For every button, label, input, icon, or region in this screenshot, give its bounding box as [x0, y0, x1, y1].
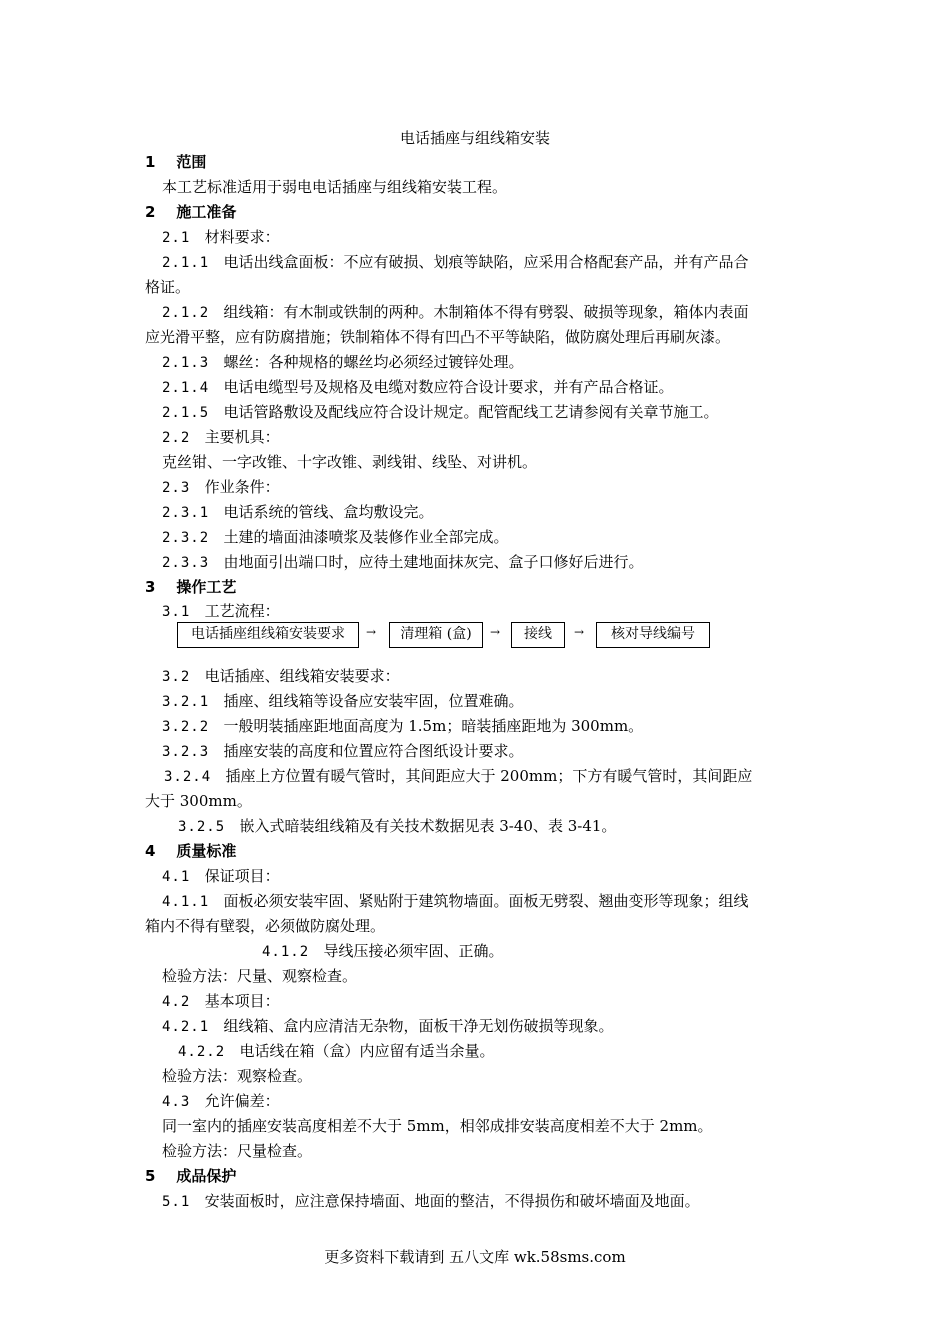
item-3-2-3: 3.2.3 插座安装的高度和位置应符合图纸设计要求。	[162, 742, 524, 760]
item-2-1-5: 2.1.5 电话管路敷设及配线应符合设计规定。配管配线工艺请参阅有关章节施工。	[162, 403, 719, 421]
item-3-2-1: 3.2.1 插座、组线箱等设备应安装牢固，位置难确。	[162, 692, 524, 710]
item-2-3-1: 2.3.1 电话系统的管线、盒均敷设完。	[162, 503, 434, 521]
flow-step-4: 核对导线编号	[596, 622, 710, 648]
item-4-1-2: 4.1.2 导线压接必须牢固、正确。	[262, 942, 504, 960]
section-title: 施工准备	[176, 203, 237, 221]
section-number: 3	[145, 578, 156, 596]
item-2-1-1: 2.1.1 电话出线盒面板：不应有破损、划痕等缺陷，应采用合格配套产品，并有产品合	[162, 253, 749, 271]
item-2-1-2-cont: 应光滑平整，应有防腐措施；铁制箱体不得有凹凸不平等缺陷，做防腐处理后再刷灰漆。	[145, 328, 731, 346]
item-4-1: 4.1 保证项目：	[162, 867, 280, 885]
check-method: 检验方法：观察检查。	[162, 1067, 313, 1085]
item-3-2-2: 3.2.2 一般明装插座距地面高度为 1.5m；暗装插座距地为 300mm。	[162, 717, 644, 735]
section-title: 质量标准	[176, 842, 237, 860]
flow-arrow: →	[490, 625, 501, 639]
section-title: 成品保护	[176, 1167, 237, 1185]
item-2-2: 2.2 主要机具：	[162, 428, 280, 446]
check-method: 检验方法：尺量检查。	[162, 1142, 313, 1160]
item-3-2: 3.2 电话插座、组线箱安装要求：	[162, 667, 400, 685]
item-4-2-2: 4.2.2 电话线在箱（盒）内应留有适当余量。	[178, 1042, 495, 1060]
section-3-heading	[145, 577, 236, 597]
section-number: 5	[145, 1167, 156, 1185]
item-4-3: 4.3 允许偏差：	[162, 1092, 280, 1110]
item-2-1-2: 2.1.2 组线箱：有木制或铁制的两种。木制箱体不得有劈裂、破损等现象，箱体内表面	[162, 303, 749, 321]
check-method: 检验方法：尺量、观察检查。	[162, 967, 358, 985]
item-2-1-4: 2.1.4 电话电缆型号及规格及电缆对数应符合设计要求，并有产品合格证。	[162, 378, 674, 396]
flow-arrow: →	[366, 625, 377, 639]
item-2-3-2: 2.3.2 土建的墙面油漆喷浆及装修作业全部完成。	[162, 528, 509, 546]
item-2-1: 2.1 材料要求：	[162, 228, 280, 246]
flow-step-3: 接线	[511, 622, 565, 648]
section-5-heading	[145, 1166, 236, 1186]
item-5-1: 5.1 安装面板时，应注意保持墙面、地面的整洁，不得损伤和破坏墙面及地面。	[162, 1192, 700, 1210]
item-4-1-1: 4.1.1 面板必须安装牢固、紧贴附于建筑物墙面。面板无劈裂、翘曲变形等现象；组线	[162, 892, 749, 910]
item-2-3: 2.3 作业条件：	[162, 478, 280, 496]
item-3-2-4: 3.2.4 插座上方位置有暖气管时，其间距应大于 200mm；下方有暖气管时，其间距应	[164, 767, 753, 785]
item-3-2-5: 3.2.5 嵌入式暗装组线箱及有关技术数据见表 3-40、表 3-41。	[178, 817, 617, 835]
item-4-2-1: 4.2.1 组线箱、盒内应清洁无杂物，面板干净无划伤破损等现象。	[162, 1017, 614, 1035]
flow-step-2: 清理箱 (盒)	[389, 622, 483, 648]
item-2-1-3: 2.1.3 螺丝：各种规格的螺丝均必须经过镀锌处理。	[162, 353, 524, 371]
section-2-heading	[145, 202, 236, 222]
item-4-1-1-cont: 箱内不得有壁裂，必须做防腐处理。	[145, 917, 386, 935]
item-2-3-3: 2.3.3 由地面引出端口时，应待土建地面抹灰完、盒子口修好后进行。	[162, 553, 644, 571]
section-title: 范围	[176, 153, 207, 171]
section-4-heading	[145, 841, 236, 861]
item-4-2: 4.2 基本项目：	[162, 992, 280, 1010]
section-1-heading	[145, 152, 206, 172]
flow-arrow: →	[574, 625, 585, 639]
paragraph: 本工艺标准适用于弱电电话插座与组线箱安装工程。	[162, 178, 508, 196]
item-3-1: 3.1 工艺流程：	[162, 602, 280, 620]
flow-step-1: 电话插座组线箱安装要求	[177, 622, 359, 648]
tools-list: 克丝钳、一字改锥、十字改锥、剥线钳、线坠、对讲机。	[162, 453, 538, 471]
item-2-1-1-cont: 格证。	[145, 278, 191, 296]
document-title: 电话插座与组线箱安装	[399, 129, 550, 147]
section-number: 4	[145, 842, 156, 860]
tolerance-text: 同一室内的插座安装高度相差不大于 5mm，相邻成排安装高度相差不大于 2mm。	[162, 1117, 713, 1135]
footer-text: 更多资料下载请到 五八文库 wk.58sms.com	[324, 1248, 626, 1266]
section-number: 1	[145, 153, 156, 171]
section-title: 操作工艺	[176, 578, 237, 596]
item-3-2-4-cont: 大于 300mm。	[145, 792, 252, 810]
section-number: 2	[145, 203, 156, 221]
